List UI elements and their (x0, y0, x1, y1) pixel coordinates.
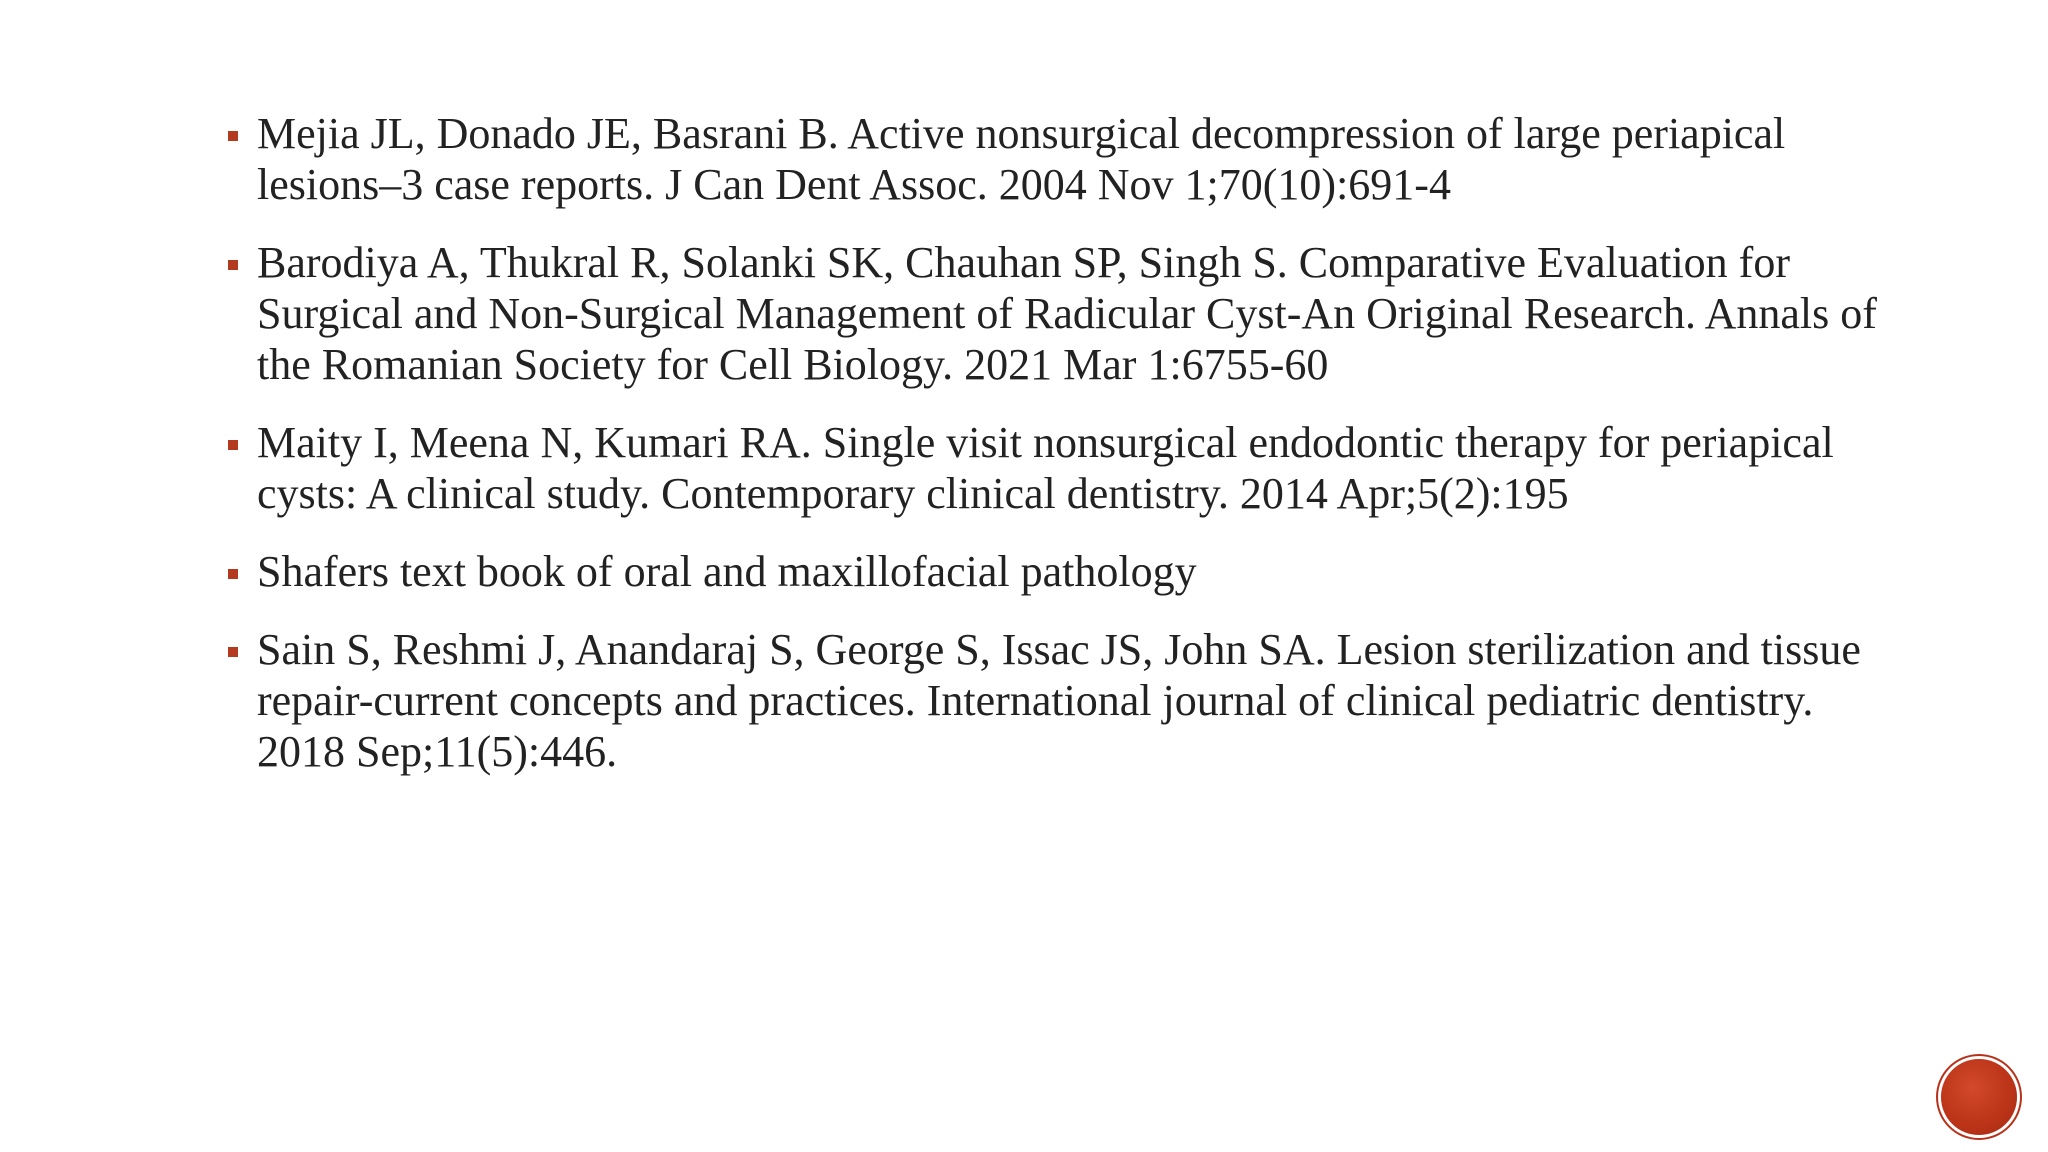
square-bullet-icon (228, 260, 238, 270)
reference-item (228, 546, 1878, 597)
square-bullet-icon (228, 440, 238, 450)
reference-item (228, 417, 1878, 519)
square-bullet-icon (228, 569, 238, 579)
reference-list (228, 108, 1878, 804)
reference-text: Maity I, Meena N, Kumari RA. Single visit nonsurgical endodontic therapy for periapical cysts: A clinical study. Contemporary clinical dentistry. 2014 Apr;5(2):195 (257, 418, 1834, 518)
reference-item (228, 237, 1878, 390)
slide-nav-circle-button[interactable] (1941, 1059, 2017, 1135)
reference-text: Shafers text book of oral and maxillofacial pathology (257, 547, 1197, 596)
reference-text: Mejia JL, Donado JE, Basrani B. Active nonsurgical decompression of large periapical lesions–3 case reports. J Can Dent Assoc. 2004 Nov 1;70(10):691-4 (257, 109, 1786, 209)
square-bullet-icon (228, 647, 238, 657)
reference-item (228, 108, 1878, 210)
reference-text: Sain S, Reshmi J, Anandaraj S, George S, Issac JS, John SA. Lesion sterilization and tissue repair-current concepts and practices. International journal of clinical pediatric dentistry. 2018 Sep;11(5):446. (257, 625, 1861, 776)
reference-text: Barodiya A, Thukral R, Solanki SK, Chauhan SP, Singh S. Comparative Evaluation for Surgical and Non-Surgical Management of Radicular Cyst-An Original Research. Annals of the Romanian Society for Cell Biology. 2021 Mar 1:6755-60 (257, 238, 1877, 389)
square-bullet-icon (228, 131, 238, 141)
reference-item (228, 624, 1878, 777)
